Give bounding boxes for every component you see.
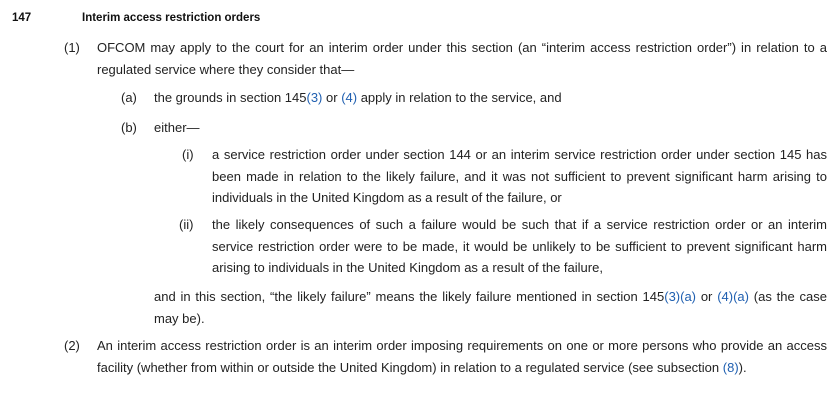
sub-paragraph-i-text: a service restriction order under section 144 or an interim service restriction order under section 145 has been made in relation to the likely failure, and it was not sufficient to prevent significant harm arising to individuals in the United Kingdom as a result of the failure, or <box>212 147 827 205</box>
subsection-2-text-before: An interim access restriction order is an interim order imposing requirements on one or more persons who provide an access facility (whether from within or outside the United Kingdom) in relation to a regulated service (see subsection <box>97 338 827 375</box>
paragraph-b-text: either— <box>154 120 200 135</box>
paragraph-a-label: (a) <box>121 90 137 105</box>
link-subsection-3[interactable]: (3) <box>306 90 323 105</box>
subsection-1-number: (1) <box>64 40 80 55</box>
paragraph-a <box>154 87 827 109</box>
paragraph-b-label: (b) <box>121 120 137 135</box>
subsection-1-text: OFCOM may apply to the court for an interim order under this section (an “interim access restriction order”) in relation to a regulated service where they consider that— <box>97 40 827 77</box>
sub-paragraph-ii-text: the likely consequences of such a failure would be such that if a service restriction order or an interim service restriction order were to be made, it would be unlikely to be sufficient to prevent significant harm arising to individuals in the United Kingdom as a result of the failure, <box>212 217 827 275</box>
sub-paragraph-ii-label: (ii) <box>179 217 194 232</box>
subsection-2-text <box>97 335 827 378</box>
closing-text-before: and in this section, “the likely failure” means the likely failure mentioned in section 145 <box>154 289 665 304</box>
closing-text-after: (as the case may be). <box>154 289 827 326</box>
paragraph-a-text-mid: or <box>322 90 342 105</box>
link-subsection-3a[interactable]: (3)(a) <box>664 289 697 304</box>
paragraph-a-text-before: the grounds in section 145 <box>154 90 307 105</box>
section-number: 147 <box>12 12 32 24</box>
closing-text-mid: or <box>696 289 718 304</box>
paragraph-a-text-after: apply in relation to the service, and <box>357 90 562 105</box>
subsection-2-text-after: ). <box>738 359 747 375</box>
section-heading: Interim access restriction orders <box>82 12 261 24</box>
closing-words <box>154 286 827 329</box>
sub-paragraph-i-label: (i) <box>182 147 194 162</box>
link-subsection-4a[interactable]: (4)(a) <box>717 289 749 304</box>
link-subsection-8[interactable]: (8) <box>722 359 739 375</box>
link-subsection-4[interactable]: (4) <box>341 90 358 105</box>
subsection-2-number: (2) <box>64 338 80 353</box>
